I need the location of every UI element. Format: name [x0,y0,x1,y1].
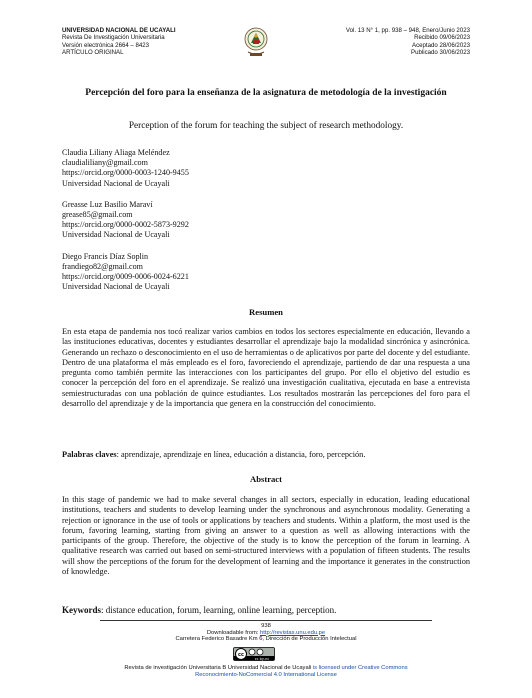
keywords-label: Palabras claves [62,450,117,459]
author-name: Claudia Liliany Aliaga Meléndez [62,148,170,157]
author-entry [62,200,462,241]
article-type: ARTÍCULO ORIGINAL [62,48,124,56]
address-line: Carretera Federico Basadre Km 6, Dirección de Producción Intelectual [175,636,357,643]
resumen-heading: Resumen [249,307,283,317]
received-date: Recibido 09/06/2023 [414,34,470,42]
author-email[interactable]: frandiego82@gmail.com [62,261,143,271]
cc-badge-label: cc by-nc [254,657,270,661]
author-entry [62,252,462,293]
license-prefix: Revista de investigación Universitaria B Universidad Nacional de Ucayali [124,665,312,671]
author-email[interactable]: claudialiliany@gmail.com [62,158,148,168]
author-email[interactable]: grease85@gmail.com [62,210,133,220]
author-affiliation: Universidad Nacional de Ucayali [62,230,170,240]
title-spanish: Percepción del foro para la enseñanza de la asignatura de metodología de la investigación [85,88,447,98]
electronic-version: Versión electrónica 2664 – 8423 [62,41,150,49]
author-orcid[interactable]: https://orcid.org/0000-0002-5873-9292 [62,220,189,230]
title-english: Perception of the forum for teaching the subject of research methodology. [128,121,404,131]
keywords-list: : distance education, forum, learning, online learning, perception. [101,605,337,615]
keywords-label: Keywords [62,605,101,615]
license-text[interactable]: is licensed under Creative Commons [311,665,408,671]
accepted-date: Aceptado 28/06/2023 [412,41,470,49]
creative-commons-badge-icon[interactable] [233,647,275,661]
author-orcid[interactable]: https://orcid.org/0009-0006-0024-6221 [62,272,189,282]
svg-text:cc: cc [238,652,244,658]
author-name: Diego Francis Díaz Soplin [62,251,149,261]
page-number: 938 [261,623,271,629]
download-label: Downloadable from: [206,629,261,636]
volume-info: Vol. 13 N° 1, pp. 938 – 948, Enero/Junio 2023 [345,27,470,34]
header-right [346,27,470,56]
abstract-heading: Abstract [250,474,282,484]
page-header [62,27,470,71]
author-entry [62,148,462,189]
palabras-claves [62,450,470,460]
license-text-2[interactable]: Reconocimiento-NoComercial 4.0 International License [195,671,337,678]
license-line [62,665,470,672]
resumen-text: En esta etapa de pandemia nos tocó realizar varios cambios en todos los sectores especialmente en educación, llevando a las instituciones educativas, docentes y estudiantes desarrollar el aprendizaje bajo la modalidad sincrónica y asincrónica. Generando un rechazo o desconocimiento en el uso de herramientas o de aplicativos por parte del docente y del estudiante. Dentro de una plataforma el más empleado es el foro, favoreciendo el aprendizaje, partiendo de dar una respuesta a una pregunta como también permite las interacciones con los participantes del grupo. Por ello el objetivo del estudio es conocer la percepción del foro en el aprendizaje. Se realizó una investigación cualitativa, ejecutada en base a entrevista semiestructuradas con una población de quince estudiantes. Los resultados mostrarán las percepciones del foro para el desarrollo del aprendizaje y de la importancia que genera en la construcción del conocimiento. [62,327,470,409]
university-logo-icon [244,25,268,59]
author-name: Greasse Luz Basilio Maraví [62,199,153,209]
journal-link[interactable]: http://revistas.unu.edu.pe [260,629,326,636]
authors-block [62,148,462,303]
journal-name: Revista De Investigación Universitaria [62,34,165,42]
university-name: UNIVERSIDAD NACIONAL DE UCAYALI [62,27,176,34]
download-line [62,630,470,637]
keywords-english [62,605,472,615]
abstract-text: In this stage of pandemic we had to make several changes in all sectors, especially in education, leading educational institutions, teachers and students to develop learning under the synchronous and asynchronous modality. Generating a rejection or ignorance in the use of tools or applications by teachers and students. Within a platform, the most used is the forum, favoring learning, starting from giving an answer to a question as well as allowing interactions with the participants of the group. Therefore, the objective of the study is to know the perception of the forum in learning. A qualitative research was carried out based on semi-structured interviews with a population of fifteen students. The results will show the perceptions of the forum for the development of learning and the importance it generates in the construction of knowledge. [62,495,470,577]
author-affiliation: Universidad Nacional de Ucayali [62,282,170,292]
author-affiliation: Universidad Nacional de Ucayali [62,178,170,188]
published-date: Publicado 30/06/2023 [411,48,470,56]
license-info [62,665,470,678]
author-orcid[interactable]: https://orcid.org/0000-0003-1240-9455 [62,168,189,178]
footer-divider [100,620,432,621]
footer-info [62,623,470,643]
header-left [62,27,176,56]
keywords-list: : aprendizaje, aprendizaje en línea, educación a distancia, foro, percepción. [116,450,366,459]
